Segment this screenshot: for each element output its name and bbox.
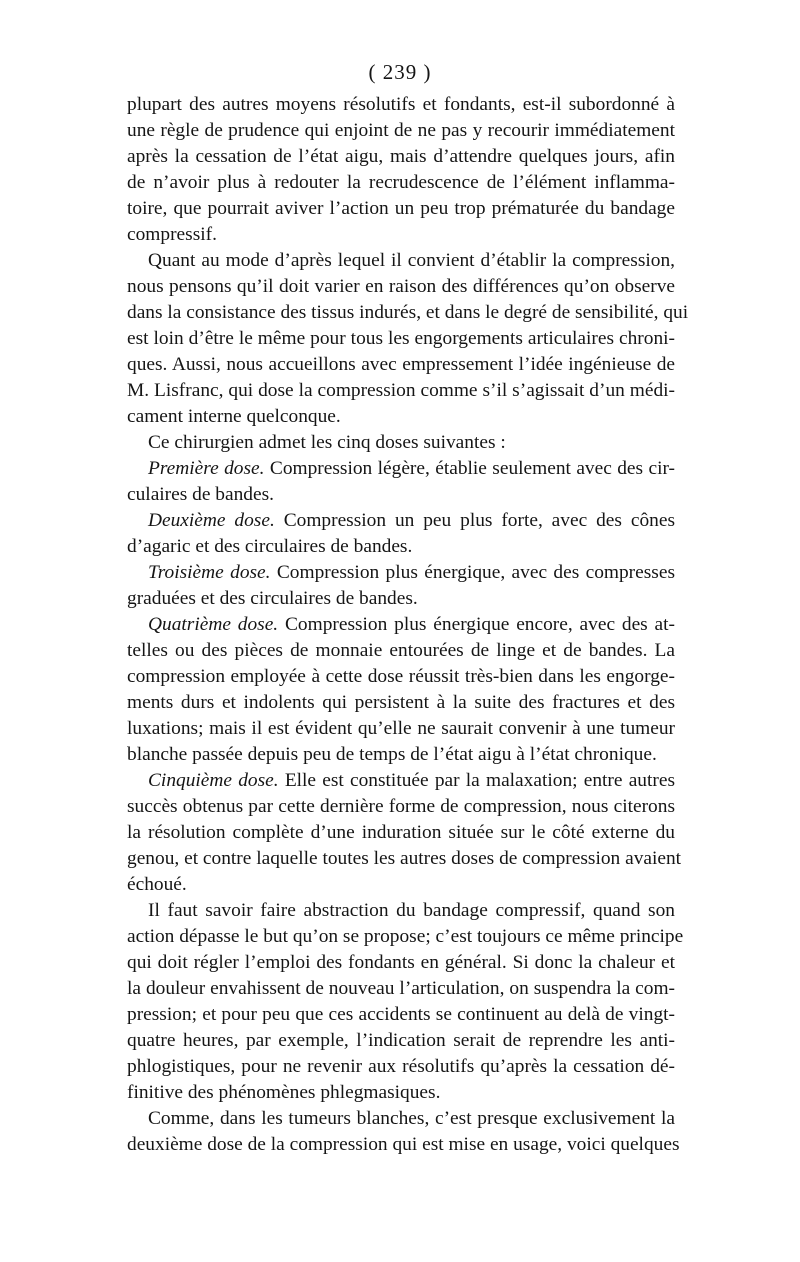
text-line: plupart des autres moyens résolutifs et fondants, est-il subordonné à	[127, 94, 675, 115]
dose-line: Troisième dose. Compression plus énergique, avec des compresses	[148, 562, 675, 583]
text-line: la douleur envahissent de nouveau l’articulation, on suspendra la com-	[127, 978, 675, 999]
text-line: quatre heures, par exemple, l’indication serait de reprendre les anti-	[127, 1030, 675, 1051]
text-line: graduées et des circulaires de bandes.	[127, 588, 418, 609]
dose-line: Deuxième dose. Compression un peu plus forte, avec des cônes	[148, 510, 675, 531]
dose-name: Cinquième dose.	[148, 770, 279, 791]
text-line: ques. Aussi, nous accueillons avec empressement l’idée ingénieuse de	[127, 354, 675, 375]
text-line: échoué.	[127, 874, 187, 895]
text-line: la résolution complète d’une induration située sur le côté externe du	[127, 822, 675, 843]
text-line: luxations; mais il est évident qu’elle ne saurait convenir à une tumeur	[127, 718, 675, 739]
text-line: une règle de prudence qui enjoint de ne pas y recourir immédiatement	[127, 120, 675, 141]
dose-line: Cinquième dose. Elle est constituée par la malaxation; entre autres	[148, 770, 675, 791]
text-line: qui doit régler l’emploi des fondants en général. Si donc la chaleur et	[127, 952, 675, 973]
text-line: d’agaric et des circulaires de bandes.	[127, 536, 413, 557]
dose-line: Quatrième dose. Compression plus énergique encore, avec des at-	[148, 614, 676, 635]
text-line: Comme, dans les tumeurs blanches, c’est presque exclusivement la	[148, 1108, 675, 1129]
text-line: Il faut savoir faire abstraction du bandage compressif, quand son	[148, 900, 675, 921]
text-line: Ce chirurgien admet les cinq doses suivantes :	[148, 432, 506, 453]
text-line: deuxième dose de la compression qui est mise en usage, voici quelques	[127, 1134, 680, 1155]
dose-name: Deuxième dose.	[148, 510, 275, 531]
text-line: toire, que pourrait aviver l’action un peu trop prématurée du bandage	[127, 198, 675, 219]
text-line: de n’avoir plus à redouter la recrudescence de l’élément inflamma-	[127, 172, 675, 193]
text-line: M. Lisfranc, qui dose la compression comme s’il s’agissait d’un médi-	[127, 380, 675, 401]
text-line: est loin d’être le même pour tous les engorgements articulaires chroni-	[127, 328, 675, 349]
text-line: Quant au mode d’après lequel il convient d’établir la compression,	[148, 250, 675, 271]
text-line: phlogistiques, pour ne revenir aux résolutifs qu’après la cessation dé-	[127, 1056, 675, 1077]
text-line: action dépasse le but qu’on se propose; c’est toujours ce même principe	[127, 926, 684, 947]
text-line: culaires de bandes.	[127, 484, 274, 505]
text-line: dans la consistance des tissus indurés, et dans le degré de sensibilité, qui	[127, 302, 689, 323]
text-line: ments durs et indolents qui persistent à la suite des fractures et des	[127, 692, 675, 713]
text-line: compressif.	[127, 224, 217, 245]
text-line: genou, et contre laquelle toutes les autres doses de compression avaient	[127, 848, 682, 869]
text-line: après la cessation de l’état aigu, mais d’attendre quelques jours, afin	[127, 146, 675, 167]
dose-name: Quatrième dose.	[148, 614, 279, 635]
text-line: nous pensons qu’il doit varier en raison des différences qu’on observe	[127, 276, 675, 297]
dose-name: Première dose.	[148, 458, 265, 479]
text-line: cament interne quelconque.	[127, 406, 341, 427]
dose-line: Première dose. Compression légère, établie seulement avec des cir-	[148, 458, 675, 479]
text-line: succès obtenus par cette dernière forme de compression, nous citerons	[127, 796, 675, 817]
text-line: pression; et pour peu que ces accidents se continuent au delà de vingt-	[127, 1004, 675, 1025]
text-line: finitive des phénomènes phlegmasiques.	[127, 1082, 441, 1103]
text-line: blanche passée depuis peu de temps de l’état aigu à l’état chronique.	[127, 744, 657, 765]
text-line: telles ou des pièces de monnaie entourées de linge et de bandes. La	[127, 640, 675, 661]
page-number: ( 239 )	[368, 60, 432, 84]
text-line: compression employée à cette dose réussit très-bien dans les engorge-	[127, 666, 675, 687]
dose-name: Troisième dose.	[148, 562, 271, 583]
